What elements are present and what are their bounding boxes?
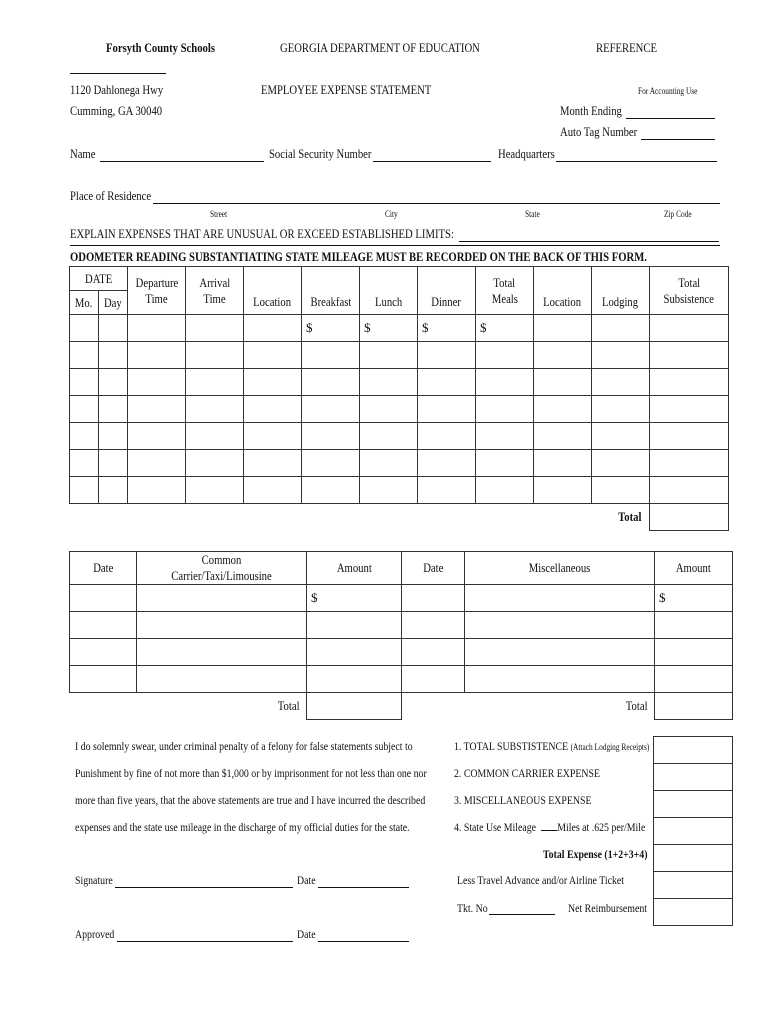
lunch-dollar[interactable]: $ xyxy=(360,315,418,342)
explain-label: EXPLAIN EXPENSES THAT ARE UNUSUAL OR EXCEED ESTABLISHED LIMITS: xyxy=(70,226,454,241)
table-row xyxy=(70,612,733,639)
mileage-amount[interactable] xyxy=(654,818,733,845)
carrier-total-cell[interactable] xyxy=(307,693,402,720)
summary-item2: 2. COMMON CARRIER EXPENSE xyxy=(454,766,600,780)
ticket-number-field[interactable] xyxy=(489,914,555,915)
carrier-date-header: Date xyxy=(70,552,137,585)
city-caption: City xyxy=(385,209,398,219)
table-row xyxy=(70,315,729,342)
explain-field-line2[interactable] xyxy=(70,245,720,246)
net-reimbursement-amount[interactable] xyxy=(654,899,733,926)
subsistence-total-cell[interactable] xyxy=(650,504,729,531)
table-row xyxy=(70,666,733,693)
table-row xyxy=(70,477,729,504)
org-name: Forsyth County Schools xyxy=(106,40,215,55)
form-title: EMPLOYEE EXPENSE STATEMENT xyxy=(261,82,432,97)
misc-amount-header: Amount xyxy=(655,552,733,585)
location-header: Location xyxy=(244,267,302,315)
breakfast-header: Breakfast xyxy=(302,267,360,315)
total-subsistence-header: Total Subsistence xyxy=(650,267,729,315)
table-row xyxy=(70,585,733,612)
date-header: DATE xyxy=(70,267,128,291)
net-reimbursement-label: Net Reimbursement xyxy=(568,901,647,915)
auto-tag-line[interactable] xyxy=(641,139,715,140)
oath-line2: Punishment by fine of not more than $1,000 or by imprisonment for not less than one nor xyxy=(75,766,427,780)
ticket-number-label: Tkt. No xyxy=(457,901,488,915)
misc-expense-amount[interactable] xyxy=(654,791,733,818)
ssn-field[interactable] xyxy=(373,161,491,162)
oath-line3: more than five years, that the above statements are true and I have incurred the described xyxy=(75,793,426,807)
arrival-header: Arrival Time xyxy=(186,267,244,315)
month-header: Mo. xyxy=(70,291,99,315)
carrier-header: Common Carrier/Taxi/Limousine xyxy=(137,552,307,585)
misc-header: Miscellaneous xyxy=(465,552,655,585)
misc-amount-dollar[interactable]: $ xyxy=(655,585,733,612)
headquarters-field[interactable] xyxy=(556,161,717,162)
month-ending-field[interactable]: Month Ending xyxy=(560,103,622,118)
accounting-use-label: For Accounting Use xyxy=(638,86,698,96)
misc-date-header: Date xyxy=(402,552,465,585)
carrier-amount-dollar[interactable]: $ xyxy=(307,585,402,612)
subsistence-total-label: Total xyxy=(617,509,641,525)
odometer-notice: ODOMETER READING SUBSTANTIATING STATE MILEAGE MUST BE RECORDED ON THE BACK OF THIS FORM. xyxy=(70,249,647,264)
table-row xyxy=(70,450,729,477)
misc-total-cell[interactable] xyxy=(655,693,733,720)
location2-header: Location xyxy=(534,267,592,315)
departure-header: Departure Time xyxy=(128,267,186,315)
subsistence-table xyxy=(69,266,729,531)
signature-date-label: Date xyxy=(297,873,316,887)
approved-label: Approved xyxy=(75,927,115,941)
approved-date-label: Date xyxy=(297,927,316,941)
lunch-header: Lunch xyxy=(360,267,418,315)
table-row xyxy=(70,396,729,423)
signature-date-field[interactable] xyxy=(318,887,409,888)
signature-field[interactable] xyxy=(115,887,293,888)
carrier-misc-table xyxy=(69,551,733,720)
breakfast-dollar[interactable]: $ xyxy=(302,315,360,342)
day-header: Day xyxy=(99,291,128,315)
month-ending-line[interactable] xyxy=(626,118,715,119)
org-underline xyxy=(70,73,166,74)
oath-line4: expenses and the state use mileage in the discharge of my official duties for the state. xyxy=(75,820,410,834)
street-caption: Street xyxy=(210,209,228,219)
zip-caption: Zip Code xyxy=(664,209,692,219)
approved-field[interactable] xyxy=(117,941,293,942)
common-carrier-amount[interactable] xyxy=(654,764,733,791)
total-expense-amount[interactable] xyxy=(654,845,733,872)
reference-label: REFERENCE xyxy=(596,40,658,55)
summary-item3: 3. MISCELLANEOUS EXPENSE xyxy=(454,793,592,807)
misc-total-label: Total xyxy=(402,693,655,720)
table-row xyxy=(70,342,729,369)
name-label: Name xyxy=(70,146,96,161)
summary-amounts xyxy=(653,736,733,926)
total-meals-header: Total Meals xyxy=(476,267,534,315)
explain-field[interactable] xyxy=(459,241,719,242)
less-travel-label: Less Travel Advance and/or Airline Ticket xyxy=(457,873,624,887)
signature-label: Signature xyxy=(75,873,113,887)
name-field[interactable] xyxy=(100,161,264,162)
table-row xyxy=(70,423,729,450)
ssn-label: Social Security Number xyxy=(269,146,372,161)
summary-item4: 4. State Use Mileage Miles at .625 per/Mile xyxy=(454,820,646,834)
travel-advance-amount[interactable] xyxy=(654,872,733,899)
oath-line1: I do solemnly swear, under criminal penalty of a felony for false statements subject to xyxy=(75,739,413,753)
dinner-header: Dinner xyxy=(418,267,476,315)
table-row xyxy=(70,639,733,666)
summary-item1: 1. TOTAL SUBSTISTENCE (Attach Lodging Receipts) xyxy=(454,739,650,753)
carrier-amount-header: Amount xyxy=(307,552,402,585)
address-line2: Cumming, GA 30040 xyxy=(70,103,163,118)
headquarters-label: Headquarters xyxy=(498,146,555,161)
total-expense-label: Total Expense (1+2+3+4) xyxy=(543,847,648,861)
lodging-header: Lodging xyxy=(592,267,650,315)
state-caption: State xyxy=(525,209,540,219)
auto-tag-field[interactable]: Auto Tag Number xyxy=(560,124,638,139)
dinner-dollar[interactable]: $ xyxy=(418,315,476,342)
total-subsistence-amount[interactable] xyxy=(654,737,733,764)
address-line1: 1120 Dahlonega Hwy xyxy=(70,82,164,97)
residence-label: Place of Residence xyxy=(70,188,152,203)
total-meals-dollar[interactable]: $ xyxy=(476,315,534,342)
carrier-total-label: Total xyxy=(278,698,300,714)
department-title: GEORGIA DEPARTMENT OF EDUCATION xyxy=(280,40,480,55)
approved-date-field[interactable] xyxy=(318,941,409,942)
residence-field[interactable] xyxy=(153,203,720,204)
table-row xyxy=(70,369,729,396)
